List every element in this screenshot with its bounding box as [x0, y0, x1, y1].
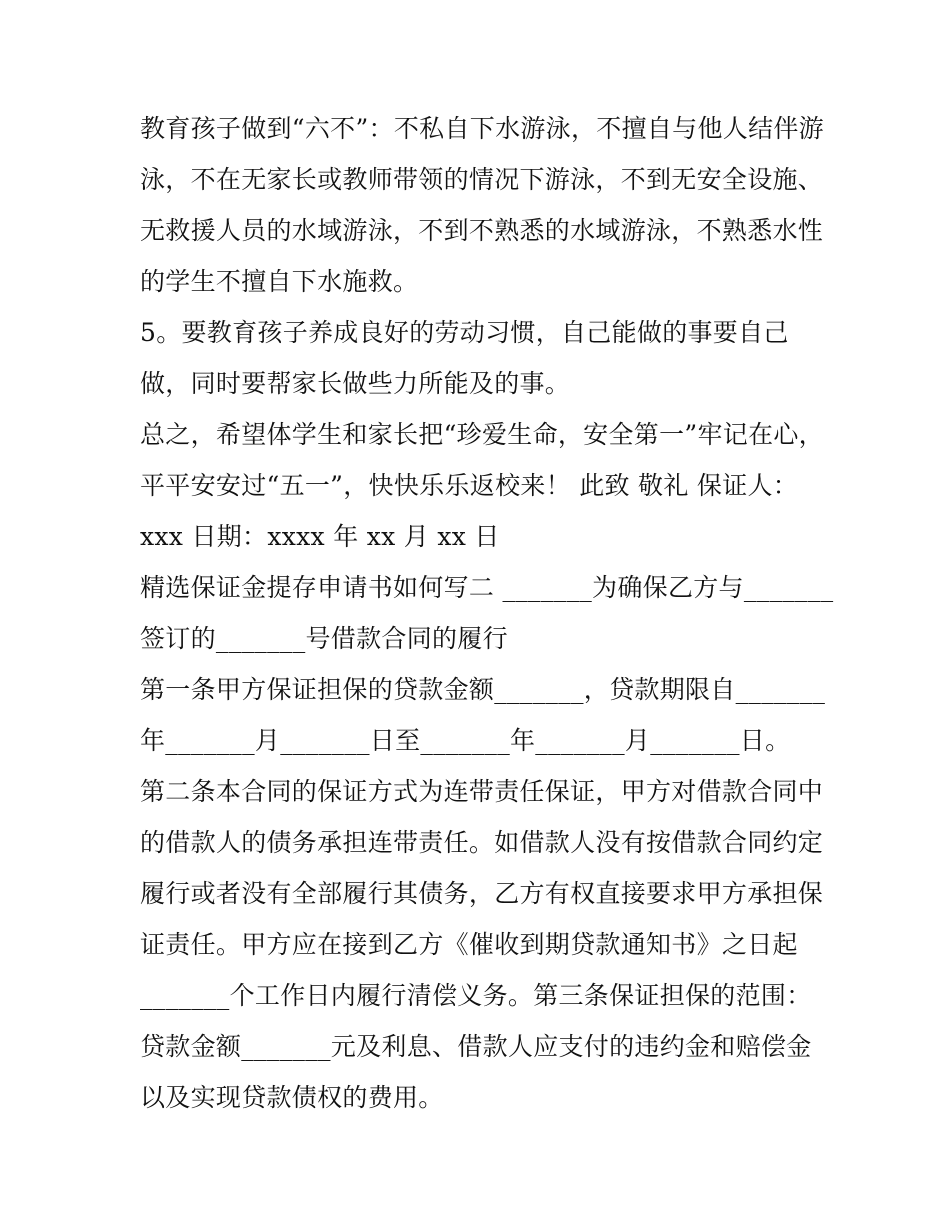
- text-line: 做，同时要帮家长做些力所能及的事。: [140, 369, 571, 398]
- text-line: 证责任。甲方应在接到乙方《催收到期贷款通知书》之日起: [140, 930, 798, 959]
- text-line: 的学生不擅自下水施救。: [140, 267, 419, 296]
- text-line: 签订的_______号借款合同的履行: [140, 624, 508, 653]
- text-line: 贷款金额_______元及利息、借款人应支付的违约金和赔偿金: [140, 1032, 812, 1061]
- text-line: 泳，不在无家长或教师带领的情况下游泳，不到无安全设施、: [140, 165, 824, 194]
- text-line: 年_______月_______日至_______年_______月_______日。: [140, 726, 791, 755]
- text-line: 无救援人员的水域游泳，不到不熟悉的水域游泳，不熟悉水性: [140, 216, 824, 245]
- text-line: 精选保证金提存申请书如何写二 _______为确保乙方与_______: [140, 573, 834, 602]
- text-line: 教育孩子做到“六不”：不私自下水游泳，不擅自与他人结伴游: [140, 114, 824, 143]
- document-body: [140, 103, 834, 1123]
- text-line: 总之，希望体学生和家长把“珍爱生命，安全第一”牢记在心，: [140, 420, 824, 449]
- text-line: 平平安安过“五一”，快快乐乐返校来！ 此致 敬礼 保证人：: [140, 471, 799, 500]
- text-line: 的借款人的债务承担连带责任。如借款人没有按借款合同约定: [140, 828, 824, 857]
- text-line: 5。要教育孩子养成良好的劳动习惯，自己能做的事要自己: [140, 318, 789, 347]
- text-line: 以及实现贷款债权的费用。: [140, 1083, 444, 1112]
- text-line: 履行或者没有全部履行其债务，乙方有权直接要求甲方承担保: [140, 879, 824, 908]
- text-line: _______个工作日内履行清偿义务。第三条保证担保的范围：: [140, 981, 812, 1010]
- text-line: 第一条甲方保证担保的贷款金额_______，贷款期限自_______: [140, 675, 826, 704]
- text-line: xxx 日期：xxxx 年 xx 月 xx 日: [140, 522, 500, 551]
- text-line: 第二条本合同的保证方式为连带责任保证，甲方对借款合同中: [140, 777, 824, 806]
